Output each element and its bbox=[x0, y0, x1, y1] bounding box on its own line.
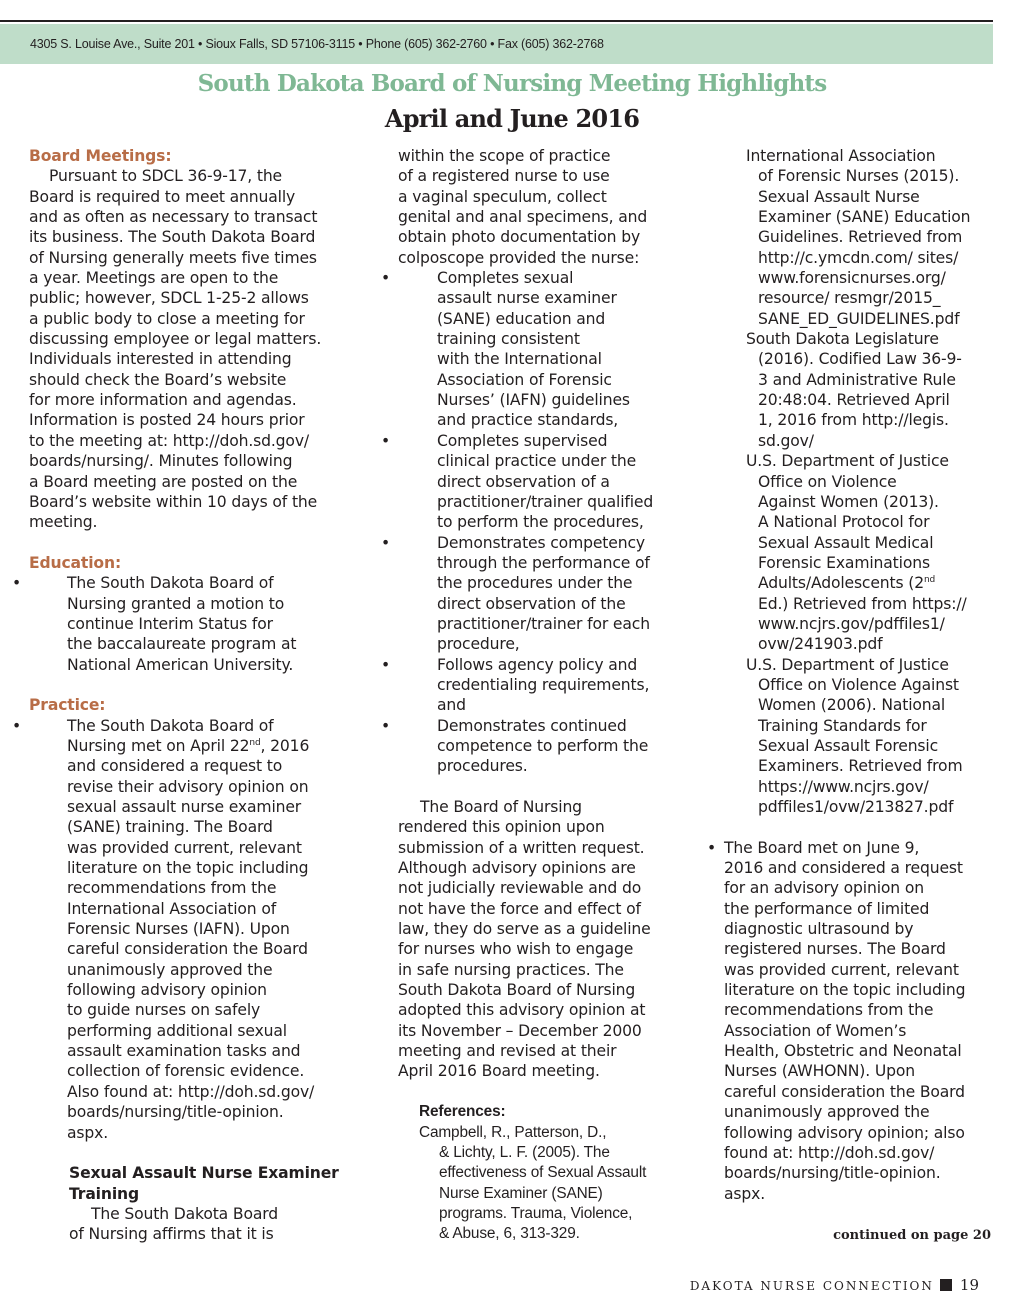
text-line: not judicially reviewable and do bbox=[398, 879, 642, 898]
page-title: South Dakota Board of Nursing Meeting Highlights bbox=[197, 70, 827, 97]
bullet-line: • Demonstrates continued bbox=[398, 716, 653, 736]
bullet-line: • Demonstrates competency bbox=[398, 533, 653, 553]
text-line: for nurses who wish to engage bbox=[398, 940, 634, 959]
column-2 bbox=[398, 146, 653, 1245]
text-line: meeting. bbox=[29, 513, 98, 532]
column-1 bbox=[29, 146, 339, 1245]
text-line: Forensic Nurses (IAFN). Upon bbox=[67, 920, 290, 939]
text-line: recommendations from the bbox=[67, 879, 277, 898]
text-line: 2016 and considered a request bbox=[724, 859, 963, 878]
reference-line: Adults/Adolescents (2nd bbox=[758, 574, 936, 593]
reference-line: Training Standards for bbox=[758, 716, 927, 735]
text-line: submission of a written request. bbox=[398, 838, 645, 857]
text-line: procedure, bbox=[437, 635, 520, 654]
bullet-line: • The Board met on June 9, bbox=[724, 838, 970, 858]
text-line: collection of forensic evidence. bbox=[67, 1062, 305, 1081]
text-line: a public body to close a meeting for bbox=[29, 309, 305, 328]
text-line: assault nurse examiner bbox=[437, 289, 617, 308]
section-heading-education: Education: bbox=[29, 553, 122, 572]
reference-line: SANE_ED_GUIDELINES.pdf bbox=[758, 309, 960, 328]
text-line: practitioner/trainer for each bbox=[437, 614, 650, 633]
reference-line: Sexual Assault Forensic bbox=[758, 736, 939, 755]
subsection-heading: Training bbox=[69, 1184, 139, 1203]
reference-line: & Abuse, 6, 313-329. bbox=[439, 1225, 580, 1243]
text-line: diagnostic ultrasound by bbox=[724, 920, 914, 939]
reference-line: Campbell, R., Patterson, D., bbox=[419, 1123, 607, 1141]
references-heading: References: bbox=[419, 1103, 506, 1121]
reference-line: Guidelines. Retrieved from bbox=[758, 228, 963, 247]
reference-line: effectiveness of Sexual Assault bbox=[439, 1164, 647, 1182]
text-line: obtain photo documentation by bbox=[398, 228, 641, 247]
text-line: unanimously approved the bbox=[67, 960, 273, 979]
text-line: boards/nursing/. Minutes following bbox=[29, 452, 293, 471]
reference-line: www.forensicnurses.org/ bbox=[758, 269, 946, 288]
text-line: direct observation of a bbox=[437, 472, 610, 491]
reference-line: Examiners. Retrieved from bbox=[758, 757, 963, 776]
page-subtitle: April and June 2016 bbox=[384, 104, 640, 133]
text-line: literature on the topic including bbox=[67, 859, 309, 878]
reference-line: Ed.) Retrieved from https:// bbox=[758, 594, 967, 613]
section-heading-board-meetings: Board Meetings: bbox=[29, 147, 172, 165]
text-line: boards/nursing/title-opinion. bbox=[724, 1164, 941, 1183]
text-line: for more information and agendas. bbox=[29, 391, 297, 410]
reference-line: ovw/241903.pdf bbox=[758, 635, 883, 654]
text-line: procedures. bbox=[437, 757, 528, 776]
reference-line: South Dakota Legislature bbox=[746, 330, 939, 349]
text-line: Nurses (AWHONN). Upon bbox=[724, 1062, 915, 1081]
reference-line: A National Protocol for bbox=[758, 513, 930, 532]
text-line: the performance of limited bbox=[724, 899, 930, 918]
text-line: continue Interim Status for bbox=[67, 614, 273, 633]
text-line: not have the force and effect of bbox=[398, 899, 641, 918]
reference-line: Office on Violence Against bbox=[758, 675, 959, 694]
text-line: found at: http://doh.sd.gov/ bbox=[724, 1143, 935, 1162]
reference-line: programs. Trauma, Violence, bbox=[439, 1204, 633, 1222]
text-line: South Dakota Board of Nursing bbox=[398, 981, 636, 1000]
text-line: was provided current, relevant bbox=[724, 960, 959, 979]
text-line: discussing employee or legal matters. bbox=[29, 330, 322, 349]
text-line: recommendations from the bbox=[724, 1001, 934, 1020]
bullet-line: • Completes sexual bbox=[398, 268, 653, 288]
text-line: was provided current, relevant bbox=[67, 838, 302, 857]
text-line: literature on the topic including bbox=[724, 981, 966, 1000]
text-line: National American University. bbox=[67, 655, 294, 674]
bullet-line: • Completes supervised bbox=[398, 431, 653, 451]
text-line: sexual assault nurse examiner bbox=[67, 798, 302, 816]
text-line: following advisory opinion bbox=[67, 981, 267, 1000]
reference-line: U.S. Department of Justice bbox=[746, 655, 949, 674]
bullet-line: • The South Dakota Board of bbox=[29, 716, 339, 736]
top-rule bbox=[0, 20, 993, 22]
reference-line: Sexual Assault Medical bbox=[758, 533, 934, 552]
text-line: a year. Meetings are open to the bbox=[29, 269, 279, 288]
bullet-line: • The South Dakota Board of bbox=[29, 573, 339, 593]
text-line: a Board meeting are posted on the bbox=[29, 472, 298, 491]
text-line: in safe nursing practices. The bbox=[398, 960, 624, 979]
text-line: Although advisory opinions are bbox=[398, 859, 636, 878]
text-line: direct observation of the bbox=[437, 594, 626, 613]
text-line: Board is required to meet annually bbox=[29, 187, 296, 206]
text-line: and as often as necessary to transact bbox=[29, 208, 318, 227]
text-line: unanimously approved the bbox=[724, 1103, 930, 1122]
text-line: to perform the procedures, bbox=[437, 513, 644, 532]
text-line: Board’s website within 10 days of the bbox=[29, 492, 318, 511]
text-line: rendered this opinion upon bbox=[398, 818, 605, 837]
reference-line: Against Women (2013). bbox=[758, 492, 939, 511]
text-line: should check the Board’s website bbox=[29, 370, 287, 389]
reference-line: Women (2006). National bbox=[758, 696, 946, 715]
reference-line: sd.gov/ bbox=[758, 431, 814, 450]
text-line: adopted this advisory opinion at bbox=[398, 1001, 646, 1020]
text-line: for an advisory opinion on bbox=[724, 879, 924, 898]
reference-line: (2016). Codified Law 36-9- bbox=[758, 350, 962, 369]
text-line: meeting and revised at their bbox=[398, 1042, 617, 1061]
text-line: its business. The South Dakota Board bbox=[29, 228, 316, 247]
text-line: Health, Obstetric and Neonatal bbox=[724, 1042, 962, 1061]
reference-line: Sexual Assault Nurse bbox=[758, 187, 920, 206]
text-line: practitioner/trainer qualified bbox=[437, 492, 654, 511]
text-line: following advisory opinion; also bbox=[724, 1123, 965, 1142]
reference-line: 1, 2016 from http://legis. bbox=[758, 411, 949, 430]
column-3 bbox=[724, 146, 971, 1204]
continued-note: continued on page 20 bbox=[833, 1228, 991, 1243]
text-line: and practice standards, bbox=[437, 411, 619, 430]
text-line: Nursing met on April 22nd, 2016 bbox=[67, 736, 310, 755]
text-line: Association of Forensic bbox=[437, 370, 612, 389]
text-line: registered nurses. The Board bbox=[724, 940, 946, 959]
section-heading-practice: Practice: bbox=[29, 696, 106, 715]
text-line: revise their advisory opinion on bbox=[67, 777, 309, 796]
square-icon bbox=[940, 1279, 952, 1291]
page-number: 19 bbox=[959, 1276, 979, 1294]
reference-line: Nurse Examiner (SANE) bbox=[439, 1184, 603, 1202]
text-line: through the performance of bbox=[437, 553, 650, 572]
text-line: training consistent bbox=[437, 330, 580, 349]
bullet-line: • Follows agency policy and bbox=[398, 655, 653, 675]
text-line: (SANE) training. The Board bbox=[67, 818, 273, 837]
text-line: (SANE) education and bbox=[437, 309, 606, 328]
text-line: public; however, SDCL 1-25-2 allows bbox=[29, 289, 309, 308]
text-line: to guide nurses on safely bbox=[67, 1001, 261, 1020]
reference-line: Examiner (SANE) Education bbox=[758, 208, 971, 227]
text-line: performing additional sexual bbox=[67, 1021, 287, 1040]
reference-line: http://c.ymcdn.com/ sites/ bbox=[758, 248, 959, 267]
reference-line: www.ncjrs.gov/pdffiles1/ bbox=[758, 614, 945, 633]
publication-name: DAKOTA NURSE CONNECTION bbox=[689, 1279, 934, 1293]
text-line: and considered a request to bbox=[67, 757, 283, 776]
text-line: the procedures under the bbox=[437, 574, 633, 593]
text-line: International Association of bbox=[67, 899, 277, 918]
text-line: careful consideration the Board bbox=[67, 940, 308, 959]
text-line: The Board of Nursing bbox=[420, 798, 582, 816]
text-line: of Nursing generally meets five times bbox=[29, 248, 317, 267]
reference-line: https://www.ncjrs.gov/ bbox=[758, 777, 929, 796]
text-line: competence to perform the bbox=[437, 736, 649, 755]
text-line: Association of Women’s bbox=[724, 1021, 907, 1040]
reference-line: U.S. Department of Justice bbox=[746, 452, 949, 471]
text-line: of a registered nurse to use bbox=[398, 167, 610, 186]
text-line: to the meeting at: http://doh.sd.gov/ bbox=[29, 431, 310, 450]
reference-line: of Forensic Nurses (2015). bbox=[758, 167, 960, 186]
text-line: within the scope of practice bbox=[398, 147, 611, 165]
text-line: April 2016 Board meeting. bbox=[398, 1062, 600, 1081]
text-line: Also found at: http://doh.sd.gov/ bbox=[67, 1082, 315, 1101]
text-line: genital and anal specimens, and bbox=[398, 208, 648, 227]
text-line: its November – December 2000 bbox=[398, 1021, 642, 1040]
text-line: with the International bbox=[437, 350, 602, 369]
text-line: of Nursing affirms that it is bbox=[69, 1225, 274, 1244]
subsection-heading: Sexual Assault Nurse Examiner bbox=[69, 1164, 339, 1183]
reference-line: pdffiles1/ovw/213827.pdf bbox=[758, 798, 954, 816]
text-line: Pursuant to SDCL 36-9-17, the bbox=[49, 167, 283, 186]
reference-line: Forensic Examinations bbox=[758, 553, 930, 572]
text-line: Individuals interested in attending bbox=[29, 350, 292, 369]
text-line: Information is posted 24 hours prior bbox=[29, 411, 305, 430]
text-line: careful consideration the Board bbox=[724, 1082, 965, 1101]
text-line: aspx. bbox=[724, 1184, 766, 1203]
text-line: Nurses’ (IAFN) guidelines bbox=[437, 391, 630, 410]
text-line: and bbox=[437, 696, 466, 715]
reference-line: resource/ resmgr/2015_ bbox=[758, 289, 941, 308]
address-bar: 4305 S. Louise Ave., Suite 201 • Sioux Falls, SD 57106-3115 • Phone (605) 362-2760 • Fax (605) 362-2768 bbox=[0, 24, 993, 64]
page-footer bbox=[690, 1276, 979, 1294]
text-line: law, they do serve as a guideline bbox=[398, 920, 651, 939]
text-line: colposcope provided the nurse: bbox=[398, 248, 640, 267]
text-line: clinical practice under the bbox=[437, 452, 637, 471]
text-line: boards/nursing/title-opinion. bbox=[67, 1103, 284, 1122]
reference-line: International Association bbox=[746, 147, 936, 165]
text-line: a vaginal speculum, collect bbox=[398, 187, 607, 206]
text-line: Nursing granted a motion to bbox=[67, 594, 285, 613]
reference-line: 3 and Administrative Rule bbox=[758, 370, 956, 389]
reference-line: Office on Violence bbox=[758, 472, 897, 491]
text-line: aspx. bbox=[67, 1123, 109, 1142]
text-line: The South Dakota Board bbox=[91, 1204, 278, 1223]
text-line: credentialing requirements, bbox=[437, 675, 650, 694]
reference-line: & Lichty, L. F. (2005). The bbox=[439, 1143, 610, 1161]
text-line: assault examination tasks and bbox=[67, 1042, 301, 1061]
reference-line: 20:48:04. Retrieved April bbox=[758, 391, 950, 410]
text-line: the baccalaureate program at bbox=[67, 635, 297, 654]
